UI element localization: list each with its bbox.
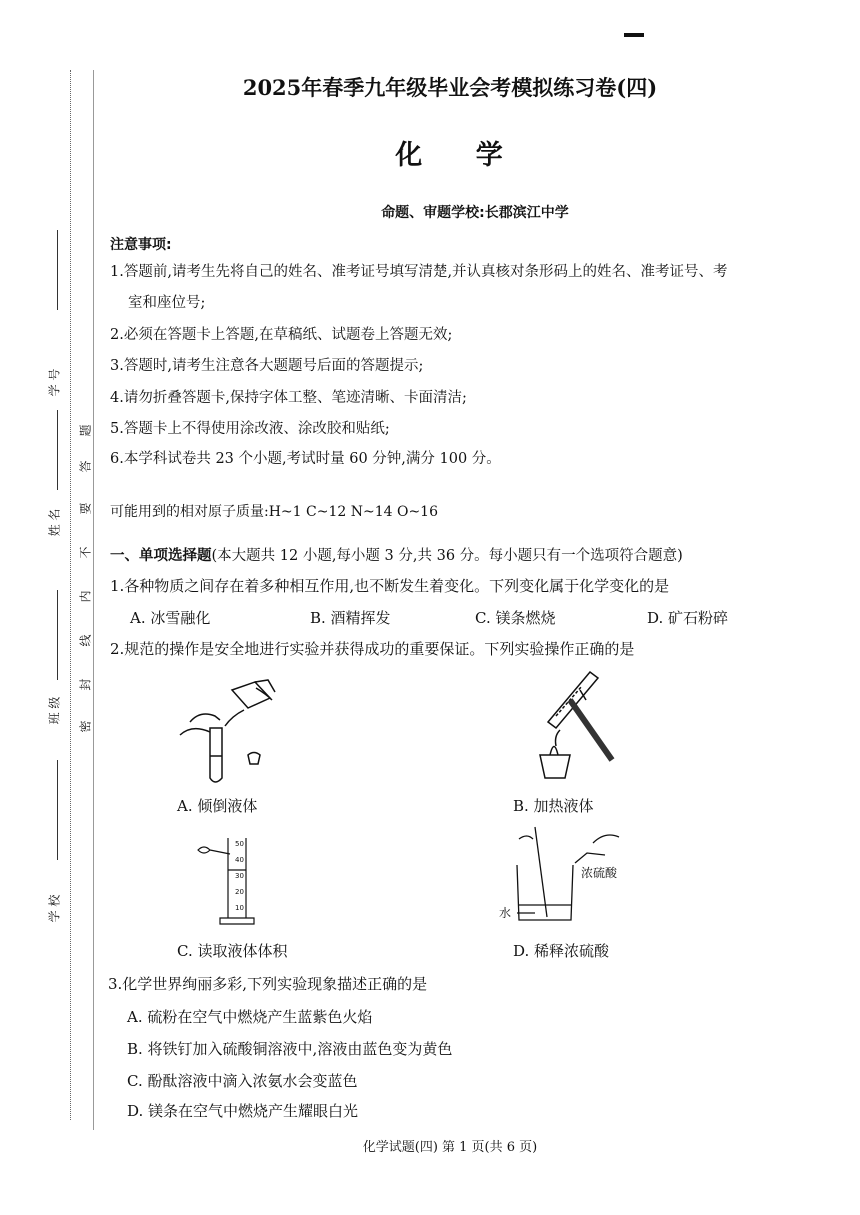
field-name-label: 姓 名	[47, 508, 62, 537]
corner-mark	[624, 33, 644, 37]
seal-char: 答	[78, 460, 93, 473]
heating-liquid-illustration	[520, 660, 640, 790]
flame	[550, 747, 558, 756]
glass-rod	[535, 827, 547, 917]
field-name-line	[57, 410, 58, 490]
q2-stem: 2.规范的操作是安全地进行实验并获得成功的重要保证。下列实验操作正确的是	[110, 640, 635, 658]
dilute-acid-illustration	[499, 825, 645, 930]
field-school-line	[57, 760, 58, 860]
notice-item: 4.请勿折叠答题卡,保持字体工整、笔迹清晰、卡面清洁;	[110, 390, 467, 406]
cylinder-tick: 30	[235, 872, 244, 880]
exam-title: 2025年春季九年级毕业会考模拟练习卷(四)	[242, 75, 658, 100]
field-student-id-label: 学 号	[47, 368, 62, 397]
q3-option-a[interactable]: A. 硫粉在空气中燃烧产生蓝紫色火焰	[127, 1008, 373, 1026]
seal-char: 要	[78, 502, 93, 515]
section-note: (本大题共 12 小题,每小题 3 分,共 36 分。每小题只有一个选项符合题意)	[211, 548, 683, 564]
notice-item: 3.答题时,请考生注意各大题题号后面的答题提示;	[110, 358, 424, 374]
q1-option-a[interactable]: A. 冰雪融化	[130, 609, 211, 627]
q3-option-d[interactable]: D. 镁条在空气中燃烧产生耀眼白光	[127, 1102, 359, 1120]
q1-option-b[interactable]: B. 酒精挥发	[310, 609, 391, 627]
field-school-label: 学 校	[47, 894, 62, 923]
hand	[593, 835, 619, 843]
cylinder-tick: 40	[235, 856, 244, 864]
q2-option-b[interactable]: B. 加热液体	[513, 797, 594, 815]
section-heading	[110, 544, 683, 565]
reagent-bottle	[232, 682, 270, 708]
q2-option-c[interactable]: C. 读取液体体积	[177, 942, 288, 960]
notice-item: 5.答题卡上不得使用涂改液、涂改胶和贴纸;	[110, 421, 390, 437]
notice-item: 室和座位号;	[128, 295, 206, 311]
pouring-liquid-illustration	[170, 680, 290, 785]
seal-char: 内	[78, 590, 93, 603]
alcohol-lamp	[540, 755, 570, 778]
page-footer: 化学试题(四) 第 1 页(共 6 页)	[362, 1140, 538, 1155]
seal-char: 线	[78, 634, 93, 647]
q1-option-c[interactable]: C. 镁条燃烧	[475, 609, 556, 627]
test-tube	[210, 728, 222, 782]
stopper	[248, 753, 260, 765]
author-school: 命题、审题学校:长郡滨江中学	[381, 205, 569, 221]
field-student-id-line	[57, 230, 58, 310]
section-title: 一、单项选择题	[110, 548, 212, 564]
q1-stem: 1.各种物质之间存在着多种相互作用,也不断发生着变化。下列变化属于化学变化的是	[110, 577, 670, 595]
q2-option-d[interactable]: D. 稀释浓硫酸	[513, 942, 610, 960]
subject-title: 化 学	[395, 140, 525, 171]
cylinder-tick: 50	[235, 840, 244, 848]
notice-item: 1.答题前,请考生先将自己的姓名、准考证号填写清楚,并认真核对条形码上的姓名、准考证号、考	[110, 264, 728, 280]
cylinder-tick: 10	[235, 904, 244, 912]
cylinder-tick: 20	[235, 888, 244, 896]
q3-stem: 3.化学世界绚丽多彩,下列实验现象描述正确的是	[108, 975, 428, 993]
notice-item: 2.必须在答题卡上答题,在草稿纸、试题卷上答题无效;	[110, 327, 453, 343]
eye-icon	[198, 847, 210, 853]
notice-item: 6.本学科试卷共 23 个小题,考试时量 60 分钟,满分 100 分。	[110, 451, 501, 467]
seal-char: 不	[78, 546, 93, 559]
hand	[190, 714, 220, 722]
tube-holder	[570, 700, 612, 760]
beaker	[517, 865, 573, 920]
q1-option-d[interactable]: D. 矿石粉碎	[647, 609, 729, 627]
seal-char: 密	[78, 720, 93, 733]
acid-label: 浓硫酸	[581, 866, 618, 880]
notice-heading: 注意事项:	[110, 237, 172, 253]
q3-option-b[interactable]: B. 将铁钉加入硫酸铜溶液中,溶液由蓝色变为黄色	[127, 1040, 453, 1058]
field-class-line	[57, 590, 58, 680]
seal-char: 封	[78, 678, 93, 691]
measuring-cylinder-illustration	[190, 830, 270, 930]
q3-option-c[interactable]: C. 酚酞溶液中滴入浓氨水会变蓝色	[127, 1072, 358, 1090]
field-class-label: 班 级	[47, 696, 62, 725]
water-label: 水	[499, 906, 512, 920]
seal-char: 题	[78, 424, 93, 437]
acid-flask	[575, 853, 605, 863]
atomic-mass-line: 可能用到的相对原子质量:H~1 C~12 N~14 O~16	[110, 504, 438, 520]
binding-dotted-line	[70, 70, 71, 1120]
q2-option-a[interactable]: A. 倾倒液体	[177, 797, 258, 815]
